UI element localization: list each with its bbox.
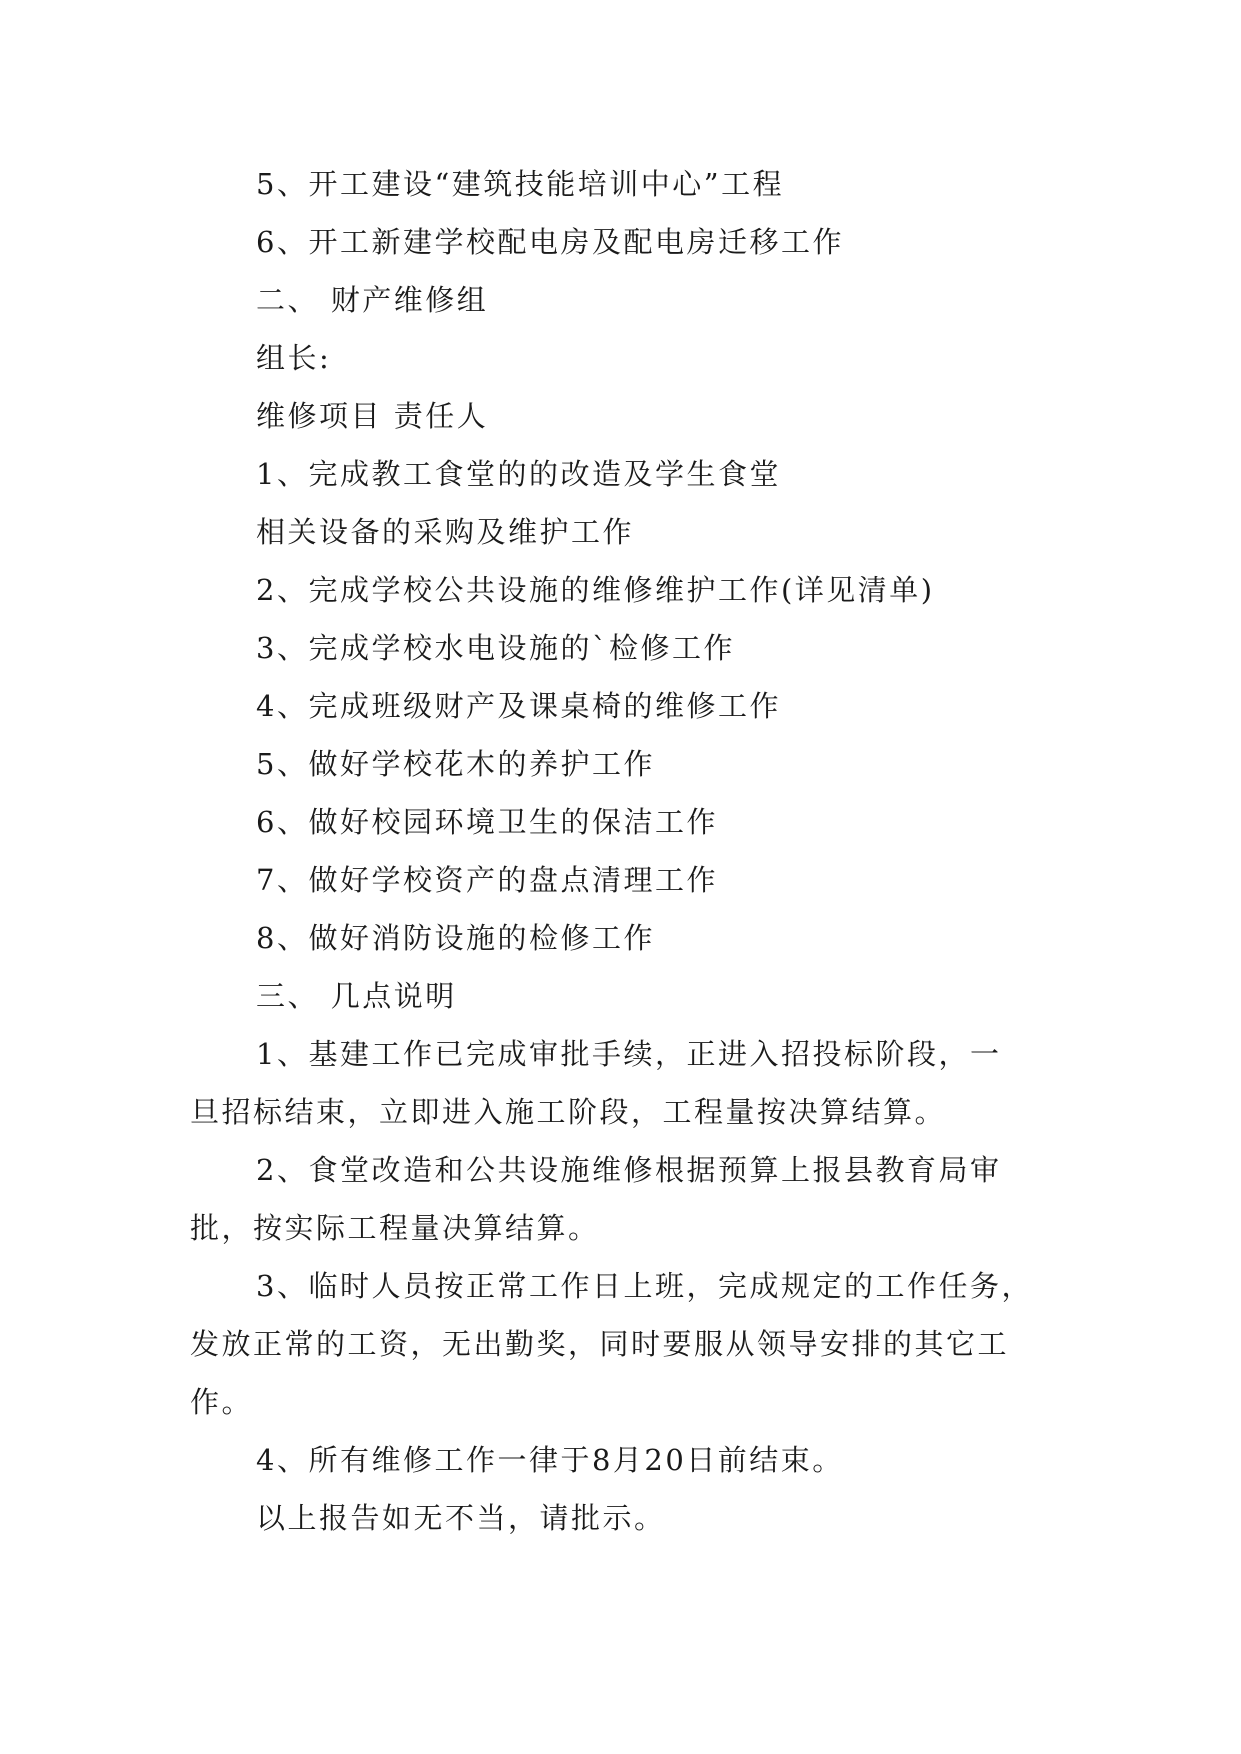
section-heading: 三、 几点说明: [256, 979, 457, 1013]
text-line: 4、所有维修工作一律于8月20日前结束。: [256, 1443, 844, 1477]
text-line: 作。: [190, 1385, 254, 1419]
text-line: 发放正常的工资，无出勤奖，同时要服从领导安排的其它工: [190, 1327, 1010, 1361]
text-line: 1、完成教工食堂的的改造及学生食堂: [256, 457, 781, 491]
text-line: 5、做好学校花木的养护工作: [256, 747, 655, 781]
text-line: 8、做好消防设施的检修工作: [256, 921, 655, 955]
text-line: 相关设备的采购及维护工作: [256, 515, 635, 549]
text-line: 3、完成学校水电设施的`检修工作: [256, 631, 735, 665]
text-line: 6、开工新建学校配电房及配电房迁移工作: [256, 225, 844, 259]
text-line: 组长:: [256, 341, 332, 375]
text-line: 5、开工建设“建筑技能培训中心”工程: [256, 167, 785, 201]
text-line: 1、基建工作已完成审批手续，正进入招投标阶段，一: [256, 1037, 1002, 1071]
text-line: 维修项目 责任人: [256, 399, 489, 433]
text-line: 3、临时人员按正常工作日上班，完成规定的工作任务，: [256, 1269, 1033, 1303]
text-line: 旦招标结束，立即进入施工阶段，工程量按决算结算。: [190, 1095, 947, 1129]
text-line: 6、做好校园环境卫生的保洁工作: [256, 805, 718, 839]
text-line: 7、做好学校资产的盘点清理工作: [256, 863, 718, 897]
text-line: 以上报告如无不当，请批示。: [256, 1501, 666, 1535]
document-body: [190, 155, 1054, 1547]
text-line: 2、完成学校公共设施的维修维护工作(详见清单): [256, 573, 935, 607]
section-heading: 二、 财产维修组: [256, 283, 489, 317]
text-line: 2、食堂改造和公共设施维修根据预算上报县教育局审: [256, 1153, 1002, 1187]
text-line: 批，按实际工程量决算结算。: [190, 1211, 600, 1245]
text-line: 4、完成班级财产及课桌椅的维修工作: [256, 689, 781, 723]
